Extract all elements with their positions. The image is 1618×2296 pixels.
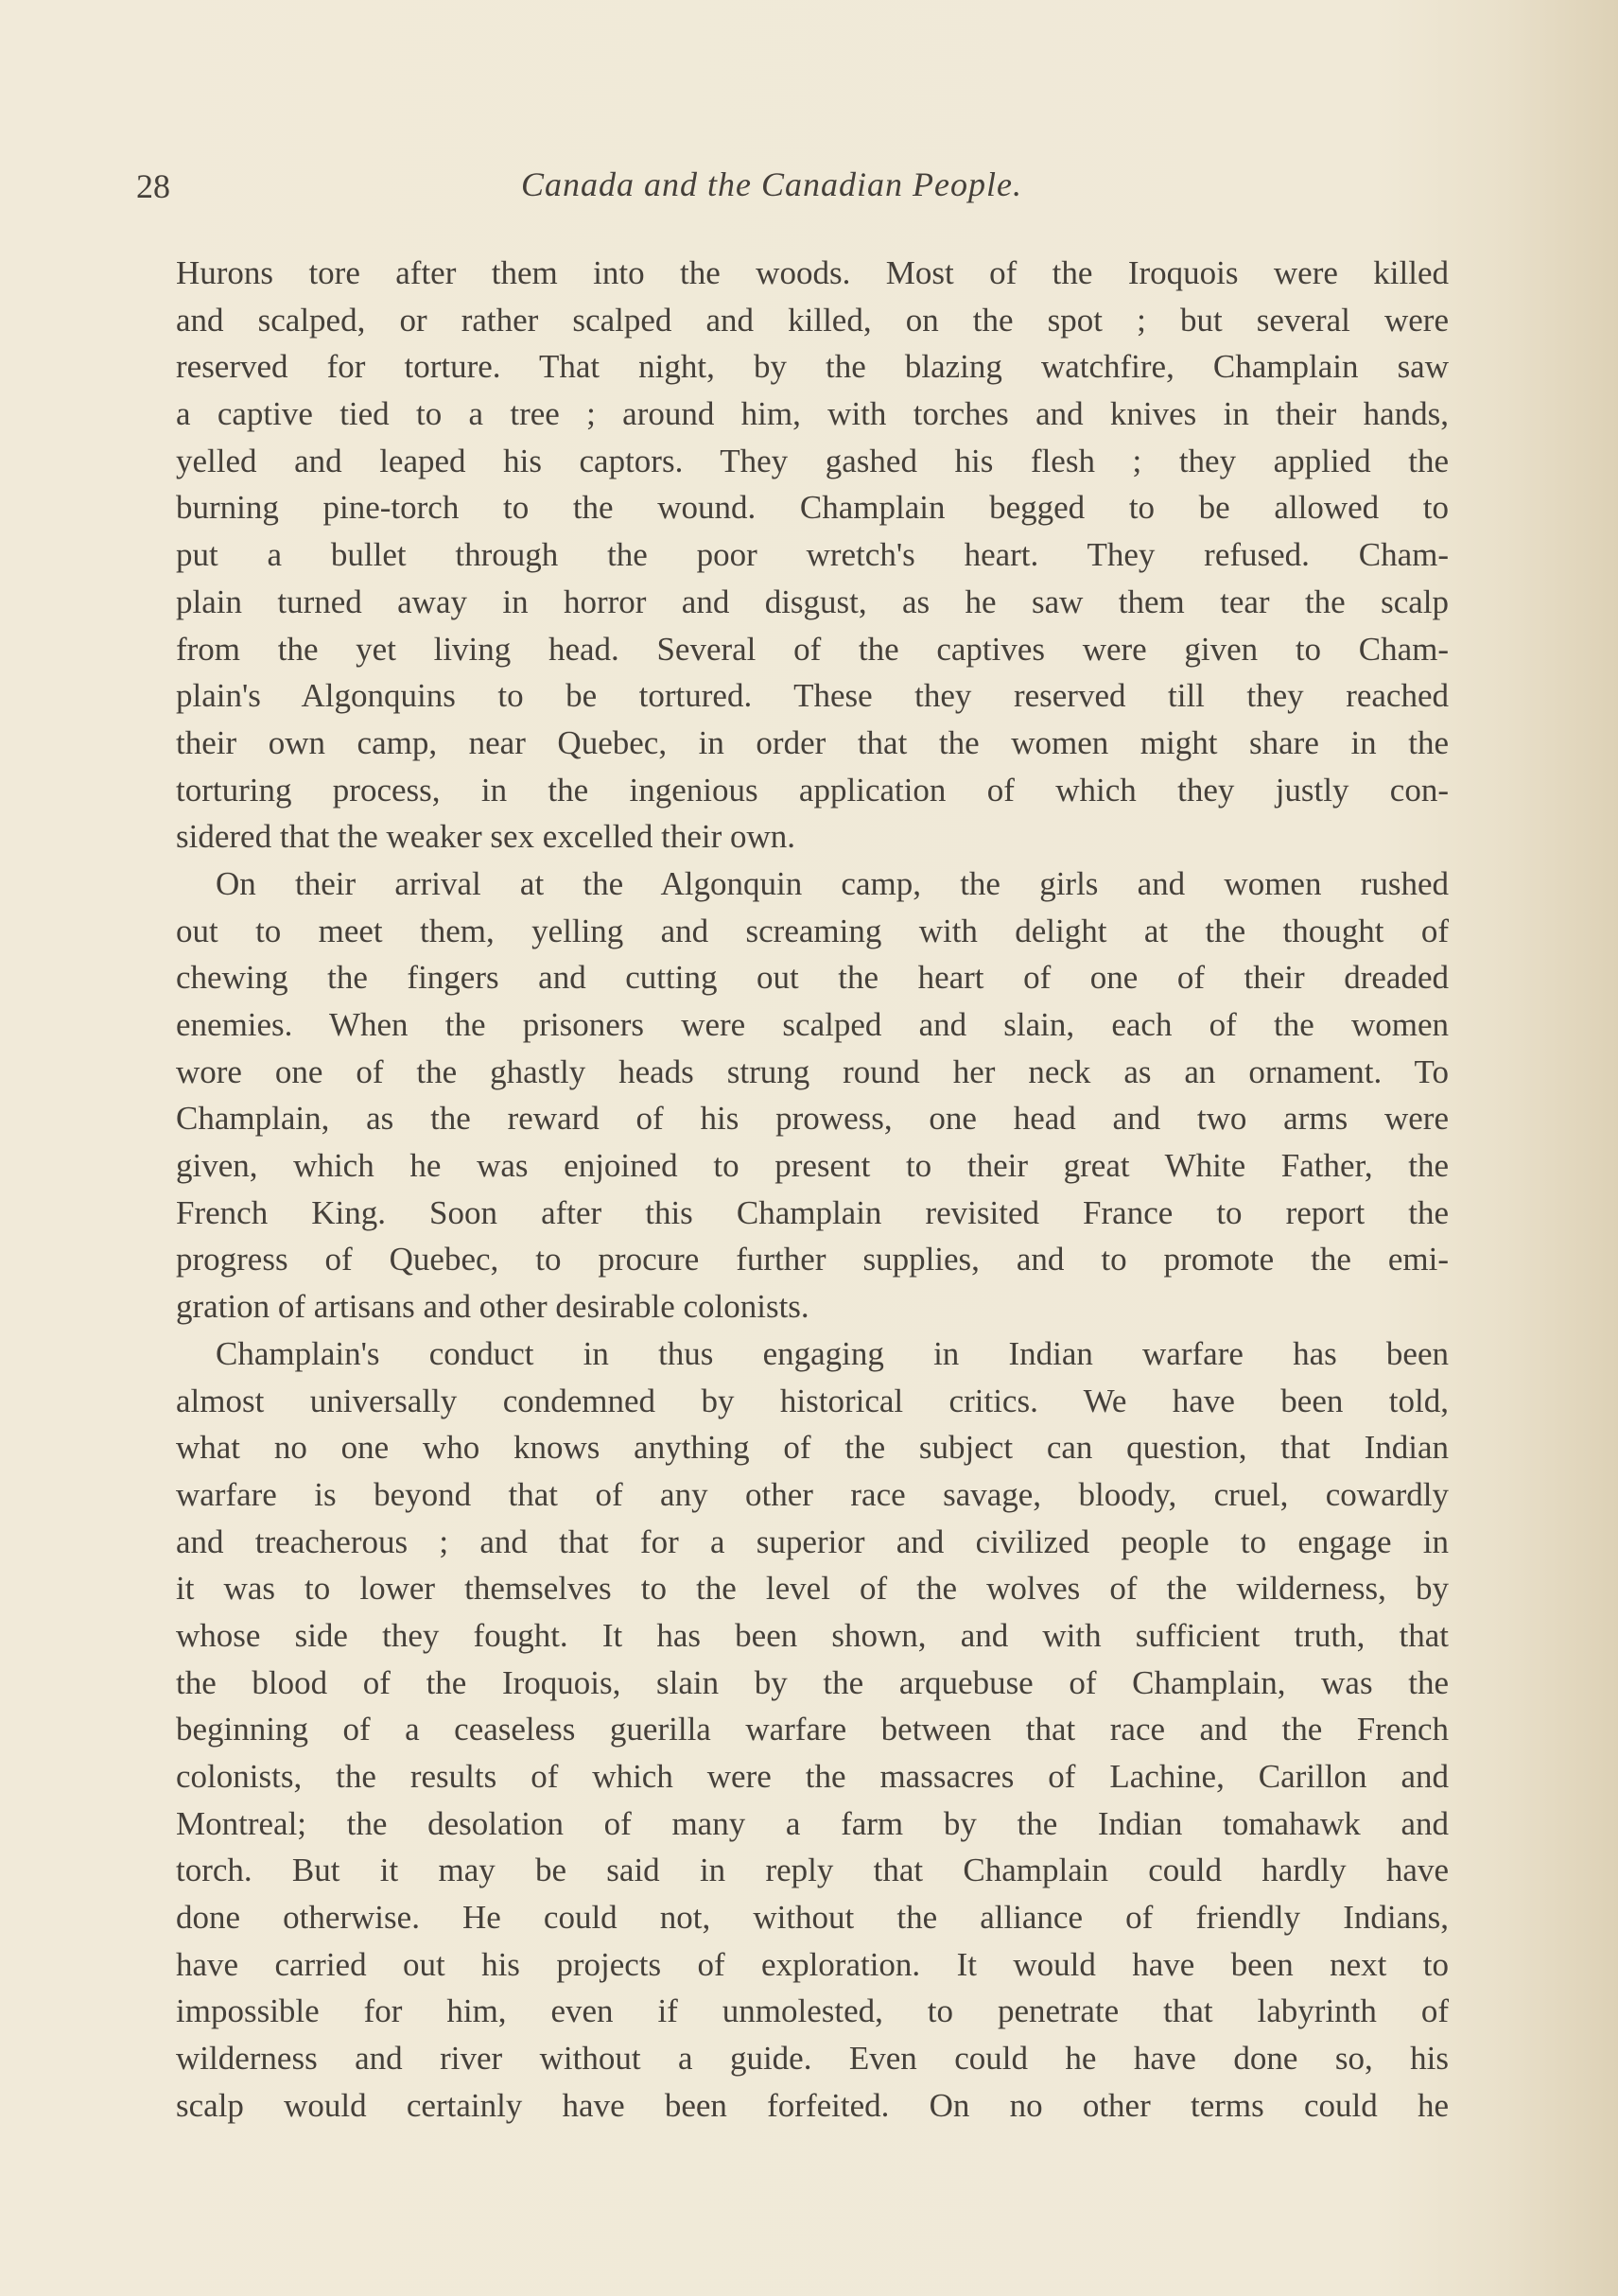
text-line: sidered that the weaker sex excelled their own.	[176, 818, 796, 856]
text-line: their own camp, near Quebec, in order that the women might share in the	[176, 723, 1449, 761]
text-line: it was to lower themselves to the level of the wolves of the wilderness, by	[176, 1570, 1449, 1608]
text-line: yelled and leaped his captors. They gashed his flesh ; they applied the	[176, 442, 1449, 479]
text-line: almost universally condemned by historical critics. We have been told,	[176, 1382, 1449, 1419]
paragraph	[176, 250, 1449, 861]
text-line: the blood of the Iroquois, slain by the arquebuse of Champlain, was the	[176, 1663, 1449, 1701]
text-line: whose side they fought. It has been shown, and with sufficient truth, that	[176, 1616, 1449, 1654]
text-line: gration of artisans and other desirable colonists.	[176, 1288, 809, 1326]
text-line: Champlain's conduct in thus engaging in Indian warfare has been	[216, 1334, 1449, 1372]
text-line: what no one who knows anything of the subject can question, that Indian	[176, 1429, 1449, 1467]
running-title: Canada and the Canadian People.	[521, 165, 1022, 203]
text-line: French King. Soon after this Champlain revisited France to report the	[176, 1193, 1449, 1231]
text-line: chewing the fingers and cutting out the heart of one of their dreaded	[176, 959, 1449, 997]
paragraph	[176, 861, 1449, 1331]
text-line: scalp would certainly have been forfeited. On no other terms could he	[176, 2086, 1449, 2124]
text-line: Hurons tore after them into the woods. Most of the Iroquois were killed	[176, 254, 1449, 291]
page-number: 28	[136, 167, 170, 205]
paragraph	[176, 1331, 1449, 2130]
text-line: and scalped, or rather scalped and killed, on the spot ; but several were	[176, 301, 1449, 339]
text-line: Champlain, as the reward of his prowess, one head and two arms were	[176, 1100, 1449, 1138]
text-line: progress of Quebec, to procure further supplies, and to promote the emi-	[176, 1241, 1449, 1278]
text-line: done otherwise. He could not, without the alliance of friendly Indians,	[176, 1899, 1449, 1937]
text-line: given, which he was enjoined to present to their great White Father, the	[176, 1147, 1449, 1185]
text-line: torturing process, in the ingenious application of which they justly con-	[176, 771, 1449, 809]
text-line: reserved for torture. That night, by the blazing watchfire, Champlain saw	[176, 348, 1449, 386]
text-line: colonists, the results of which were the massacres of Lachine, Carillon and	[176, 1758, 1449, 1795]
text-line: out to meet them, yelling and screaming with delight at the thought of	[176, 912, 1449, 949]
text-line: put a bullet through the poor wretch's heart. They refused. Cham-	[176, 536, 1449, 574]
text-line: beginning of a ceaseless guerilla warfare between that race and the French	[176, 1711, 1449, 1748]
text-line: a captive tied to a tree ; around him, with torches and knives in their hands,	[176, 395, 1449, 433]
text-line: and treacherous ; and that for a superior and civilized people to engage in	[176, 1522, 1449, 1560]
text-line: On their arrival at the Algonquin camp, the girls and women rushed	[216, 864, 1449, 902]
text-line: have carried out his projects of exploration. It would have been next to	[176, 1945, 1449, 1983]
text-line: burning pine-torch to the wound. Champlain begged to be allowed to	[176, 489, 1449, 527]
text-line: wore one of the ghastly heads strung round her neck as an ornament. To	[176, 1052, 1449, 1090]
text-line: Montreal; the desolation of many a farm by the Indian tomahawk and	[176, 1804, 1449, 1842]
body-text	[176, 250, 1449, 2130]
text-line: warfare is beyond that of any other race savage, bloody, cruel, cowardly	[176, 1475, 1449, 1513]
text-line: impossible for him, even if unmolested, to penetrate that labyrinth of	[176, 1992, 1449, 2030]
text-line: plain's Algonquins to be tortured. These they reserved till they reached	[176, 677, 1449, 715]
text-line: wilderness and river without a guide. Even could he have done so, his	[176, 2040, 1449, 2078]
text-line: plain turned away in horror and disgust, as he saw them tear the scalp	[176, 583, 1449, 620]
text-line: enemies. When the prisoners were scalped and slain, each of the women	[176, 1006, 1449, 1043]
text-line: torch. But it may be said in reply that Champlain could hardly have	[176, 1852, 1449, 1889]
text-line: from the yet living head. Several of the captives were given to Cham-	[176, 630, 1449, 668]
